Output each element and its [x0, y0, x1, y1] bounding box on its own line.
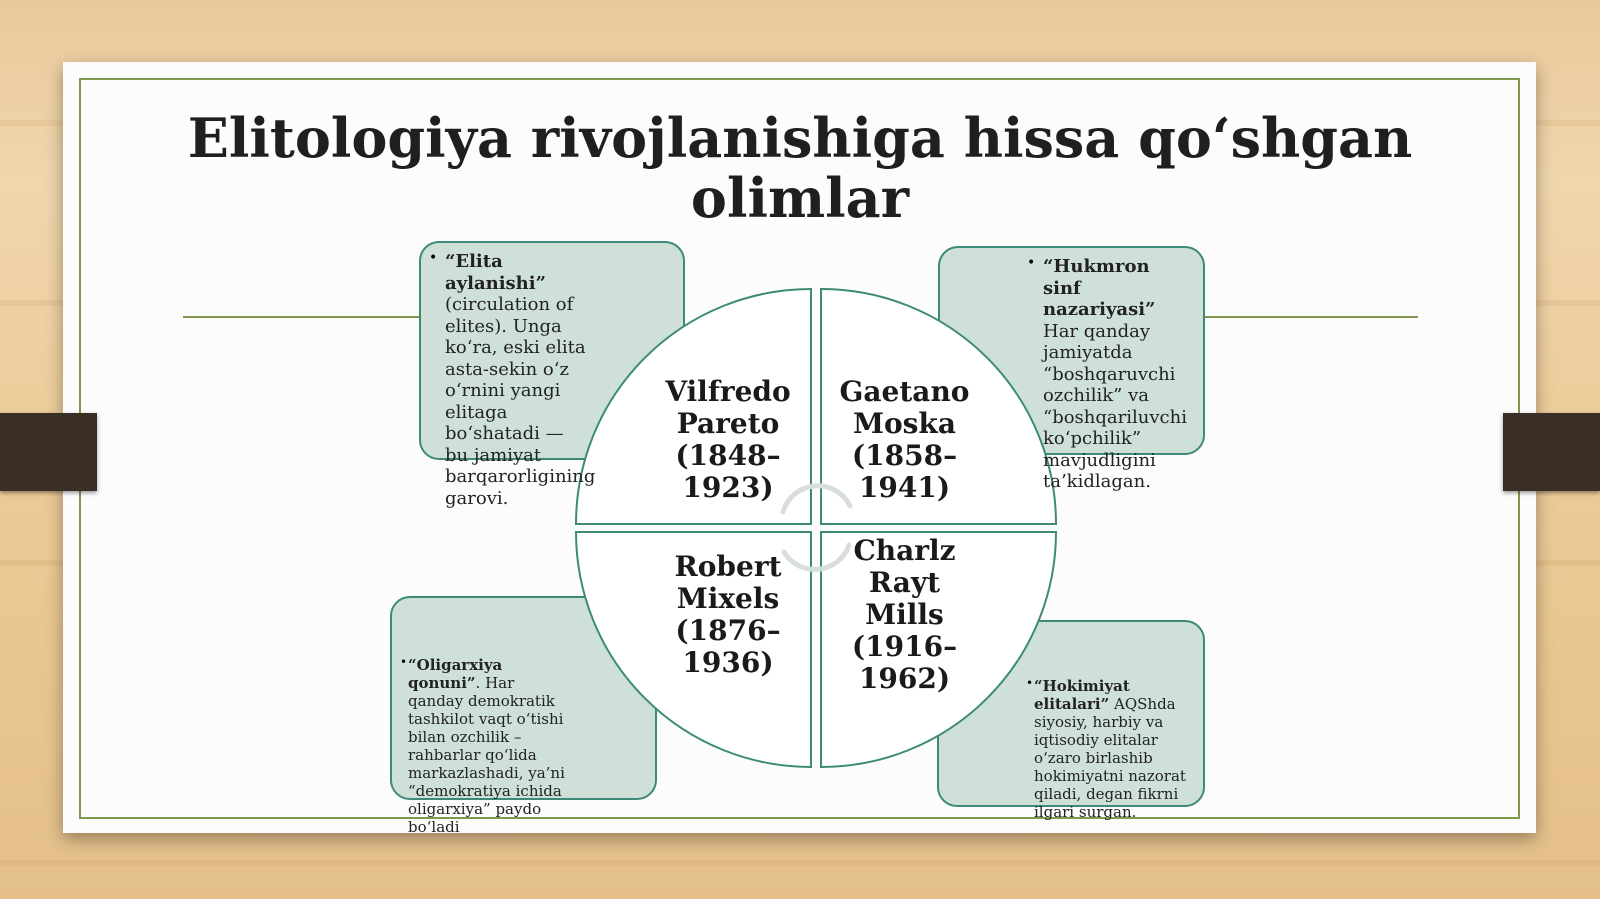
pareto-note-text: “Elita aylanishi” (circulation of elites). Unga ko‘ra, eski elita asta-sekin o‘z o‘rnini yangi elitaga bo‘shatadi — bu jamiyat barqarorligining garovi. [445, 251, 596, 509]
name-moska: Gaetano Moska (1858–1941) [839, 375, 970, 504]
name-pareto: Vilfredo Pareto (1848–1923) [665, 375, 791, 504]
slide-title: Elitologiya rivojlanishiga hissa qo‘shgan olimlar [187, 106, 1413, 230]
bullet-mixels-icon: • [400, 655, 408, 669]
bullet-moska-icon: • [1027, 255, 1036, 271]
bullet-mills-icon: • [1026, 676, 1034, 690]
mixels-note-text: “Oligarxiya qonuni”. Har qanday demokratik tashkilot vaqt o‘tishi bilan ozchilik – rahbarlar qo‘lida markazlashadi, ya’ni “demokratiya ichida oligarxiya” paydo bo‘ladi [408, 656, 565, 836]
bullet-pareto-icon: • [429, 250, 438, 266]
moska-note-text: “Hukmron sinf nazariyasi” Har qanday jamiyatda “boshqaruvchi ozchilik” va “boshqariluvchi ko‘pchilik” mavjudligini ta’kidlagan. [1043, 256, 1187, 492]
name-mills: Charlz Rayt Mills (1916–1962) [851, 534, 958, 695]
mills-note-text: “Hokimiyat elitalari” AQShda siyosiy, harbiy va iqtisodiy elitalar o‘zaro birlashib hokimiyatni nazorat qiladi, degan fikrni ilgari surgan. [1034, 677, 1186, 821]
name-mixels: Robert Mixels (1876–1936) [674, 550, 782, 679]
